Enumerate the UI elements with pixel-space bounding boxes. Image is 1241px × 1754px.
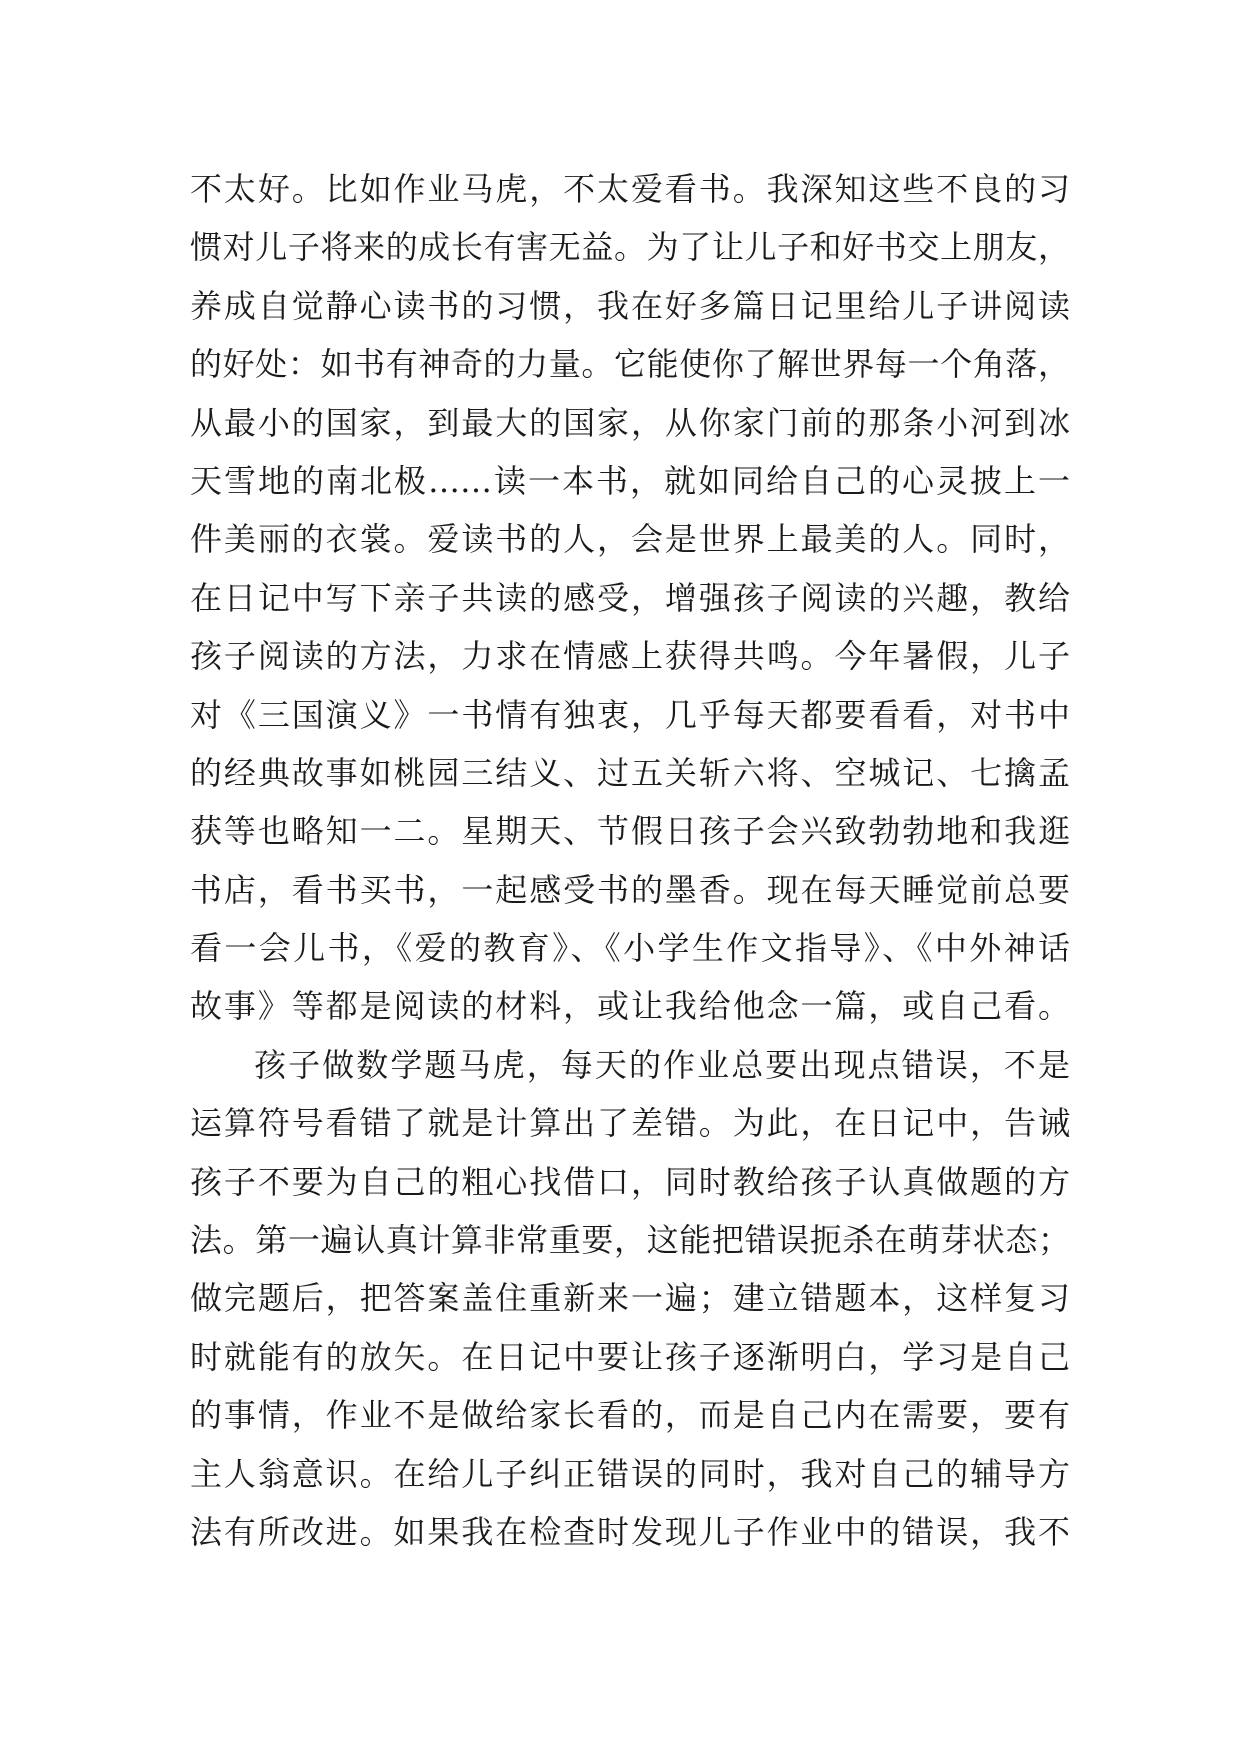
text-line: 件美丽的衣裳。爱读书的人，会是世界上最美的人。同时， xyxy=(190,520,1070,559)
text-line: 看一会儿书，《爱的教育》、《小学生作文指导》、《中外神话 xyxy=(190,929,1070,968)
text-line: 的经典故事如桃园三结义、过五关斩六将、空城记、七擒孟 xyxy=(190,753,1070,792)
text-line: 法。第一遍认真计算非常重要，这能把错误扼杀在萌芽状态； xyxy=(190,1221,1070,1260)
text-line: 做完题后，把答案盖住重新来一遍；建立错题本，这样复习 xyxy=(190,1279,1070,1318)
text-line: 惯对儿子将来的成长有害无益。为了让儿子和好书交上朋友， xyxy=(190,228,1070,267)
text-line: 运算符号看错了就是计算出了差错。为此，在日记中，告诫 xyxy=(190,1104,1070,1143)
text-line: 主人翁意识。在给儿子纠正错误的同时，我对自己的辅导方 xyxy=(190,1454,1070,1493)
text-line: 的事情，作业不是做给家长看的，而是自己内在需要，要有 xyxy=(190,1396,1070,1435)
text-line: 书店，看书买书，一起感受书的墨香。现在每天睡觉前总要 xyxy=(190,870,1070,909)
text-line: 孩子不要为自己的粗心找借口，同时教给孩子认真做题的方 xyxy=(190,1162,1070,1201)
text-line: 养成自觉静心读书的习惯，我在好多篇日记里给儿子讲阅读 xyxy=(190,286,1070,325)
text-line: 时就能有的放矢。在日记中要让孩子逐渐明白，学习是自己 xyxy=(190,1337,1070,1376)
text-line: 法有所改进。如果我在检查时发现儿子作业中的错误，我不 xyxy=(190,1512,1070,1551)
text-line: 的好处：如书有神奇的力量。它能使你了解世界每一个角落， xyxy=(190,345,1070,384)
text-line: 从最小的国家，到最大的国家，从你家门前的那条小河到冰 xyxy=(190,403,1070,442)
text-line: 对《三国演义》一书情有独衷，几乎每天都要看看，对书中 xyxy=(190,695,1070,734)
body-text xyxy=(190,160,1070,1561)
text-line: 天雪地的南北极……读一本书，就如同给自己的心灵披上一 xyxy=(190,461,1070,500)
text-line: 孩子做数学题马虎，每天的作业总要出现点错误，不是 xyxy=(254,1045,1070,1084)
text-line: 获等也略知一二。星期天、节假日孩子会兴致勃勃地和我逛 xyxy=(190,812,1070,851)
text-line: 故事》等都是阅读的材料，或让我给他念一篇，或自己看。 xyxy=(190,987,1070,1026)
text-line: 在日记中写下亲子共读的感受，增强孩子阅读的兴趣，教给 xyxy=(190,578,1070,617)
text-line: 孩子阅读的方法，力求在情感上获得共鸣。今年暑假，儿子 xyxy=(190,637,1070,676)
text-line: 不太好。比如作业马虎，不太爱看书。我深知这些不良的习 xyxy=(190,170,1070,208)
